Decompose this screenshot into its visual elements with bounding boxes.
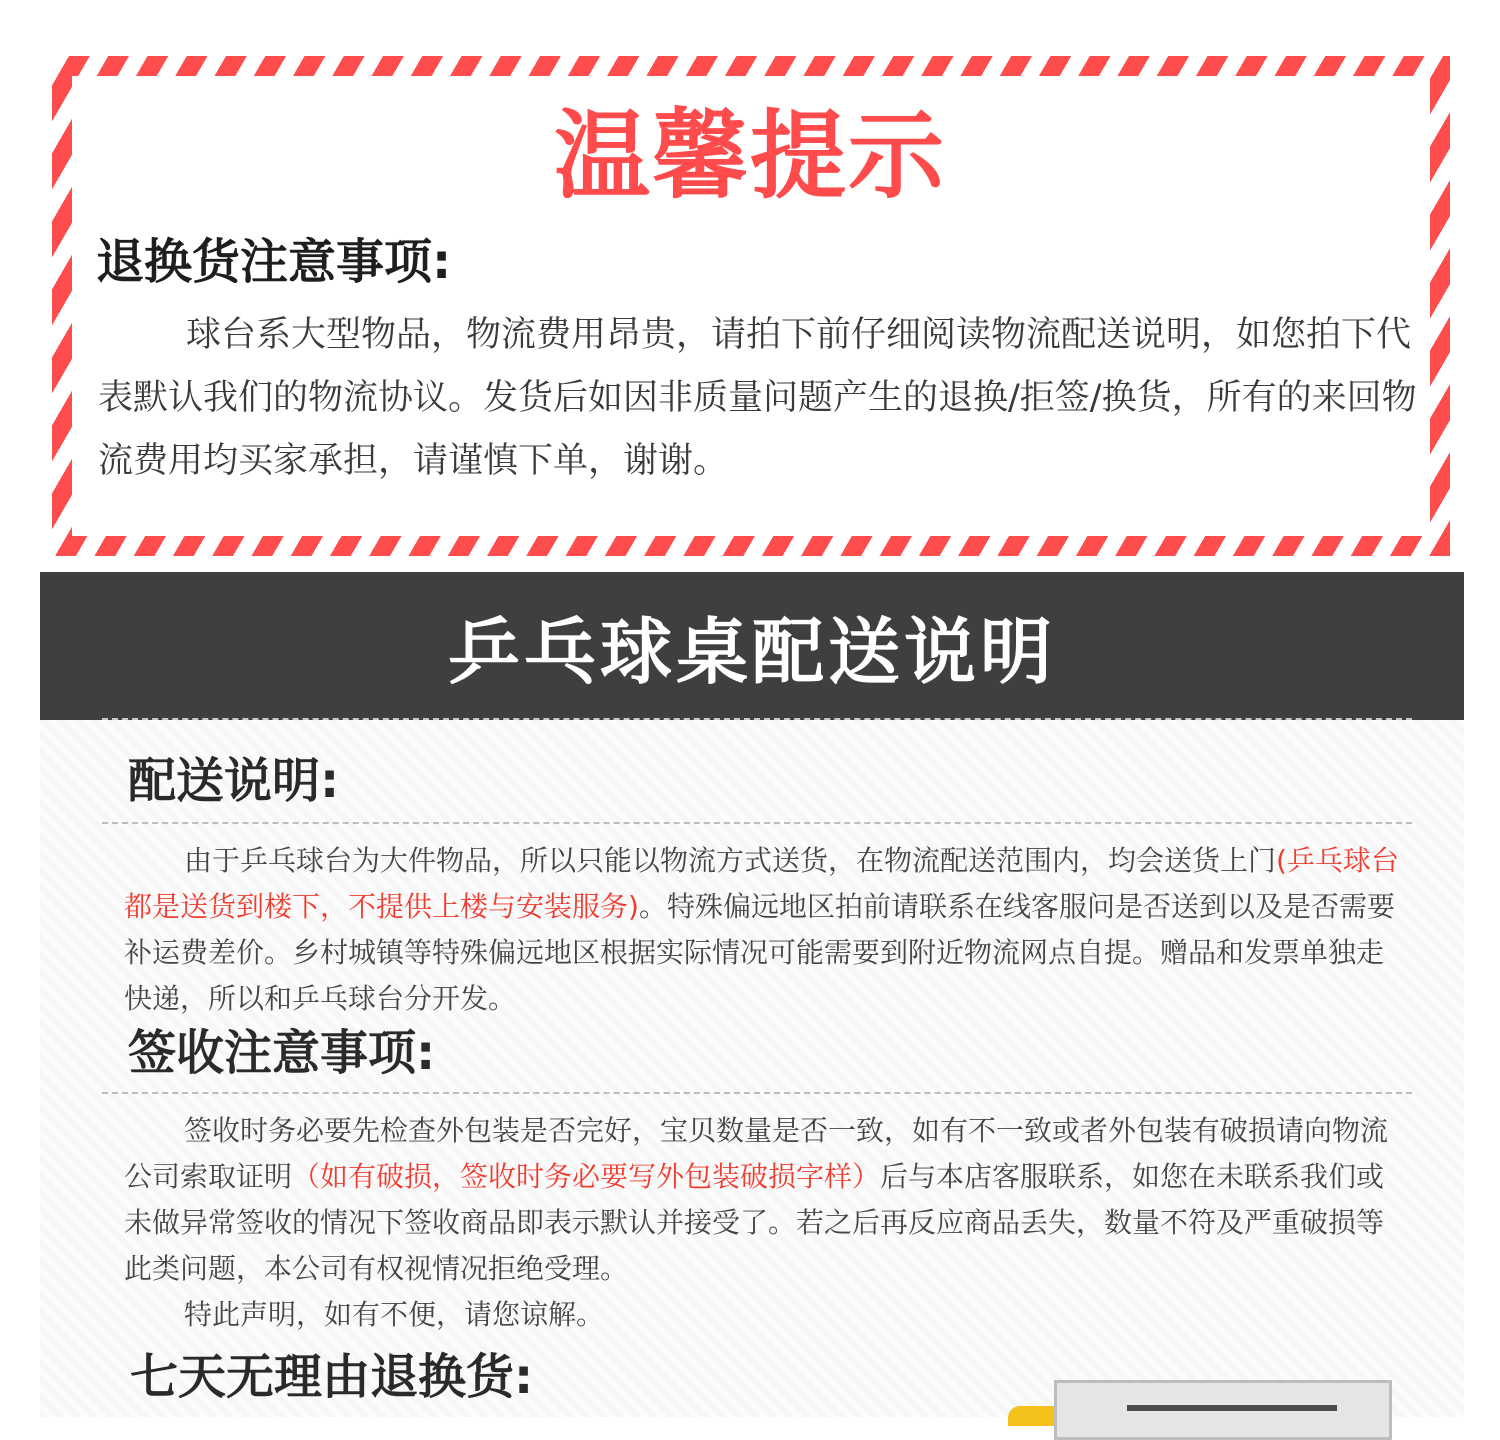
notice-title: 温馨提示 xyxy=(554,100,946,212)
signing-text-2: 后与本店客服联系，如您在未联系我们或未做异常签收的情况下签收商品即表示默认并接受了。若之后再反应商品丢失，数量不符及严重破损等此类问题，本公司有权视情况拒绝受理。 xyxy=(124,1160,1385,1285)
signing-paragraph xyxy=(124,1108,1404,1338)
signing-statement: 特此声明，如有不便，请您谅解。 xyxy=(184,1298,605,1331)
signing-heading: 签收注意事项: xyxy=(128,1025,436,1081)
delivery-banner xyxy=(40,572,1464,720)
signing-divider xyxy=(102,1092,1412,1094)
delivery-divider xyxy=(102,822,1412,824)
delivery-text-2: 。特殊偏远地区拍前请联系在线客服问是否送到以及是否需要补运费差价。乡村城镇等特殊偏远地区根据实际情况可能需要到附近物流网点自提。赠品和发票单独走快递，所以和乒乓球台分开发。 xyxy=(124,890,1395,1015)
corner-tab-decoration xyxy=(1008,1406,1054,1426)
signing-highlight: （如有破损，签收时务必要写外包装破损字样） xyxy=(292,1160,881,1193)
banner-title: 乒乓球桌配送说明 xyxy=(447,610,1056,694)
corner-card-graphic xyxy=(1127,1405,1337,1431)
delivery-text-1: 由于乒乓球台为大件物品，所以只能以物流方式送货，在物流配送范围内，均会送货上门 xyxy=(184,844,1277,877)
delivery-highlight: (乒乓球台都是送货到楼下，不提供上楼与安装服务) xyxy=(124,844,1399,923)
delivery-paragraph xyxy=(124,838,1404,1022)
delivery-heading: 配送说明: xyxy=(128,753,340,809)
banner-divider xyxy=(102,718,1412,720)
notice-body-text: 球台系大型物品，物流费用昂贵，请拍下前仔细阅读物流配送说明，如您拍下代表默认我们的物流协议。发货后如因非质量问题产生的退换/拒签/换货，所有的来回物流费用均买家承担，请谨慎下单，谢谢。 xyxy=(98,315,1417,481)
notice-body xyxy=(98,304,1418,493)
notice-subtitle: 退换货注意事项: xyxy=(96,234,452,290)
signing-text-1: 签收时务必要先检查外包装是否完好，宝贝数量是否一致，如有不一致或者外包装有破损请向物流公司索取证明 xyxy=(124,1114,1389,1193)
returns-heading: 七天无理由退换货: xyxy=(130,1349,534,1405)
corner-card-decoration xyxy=(1054,1380,1392,1440)
